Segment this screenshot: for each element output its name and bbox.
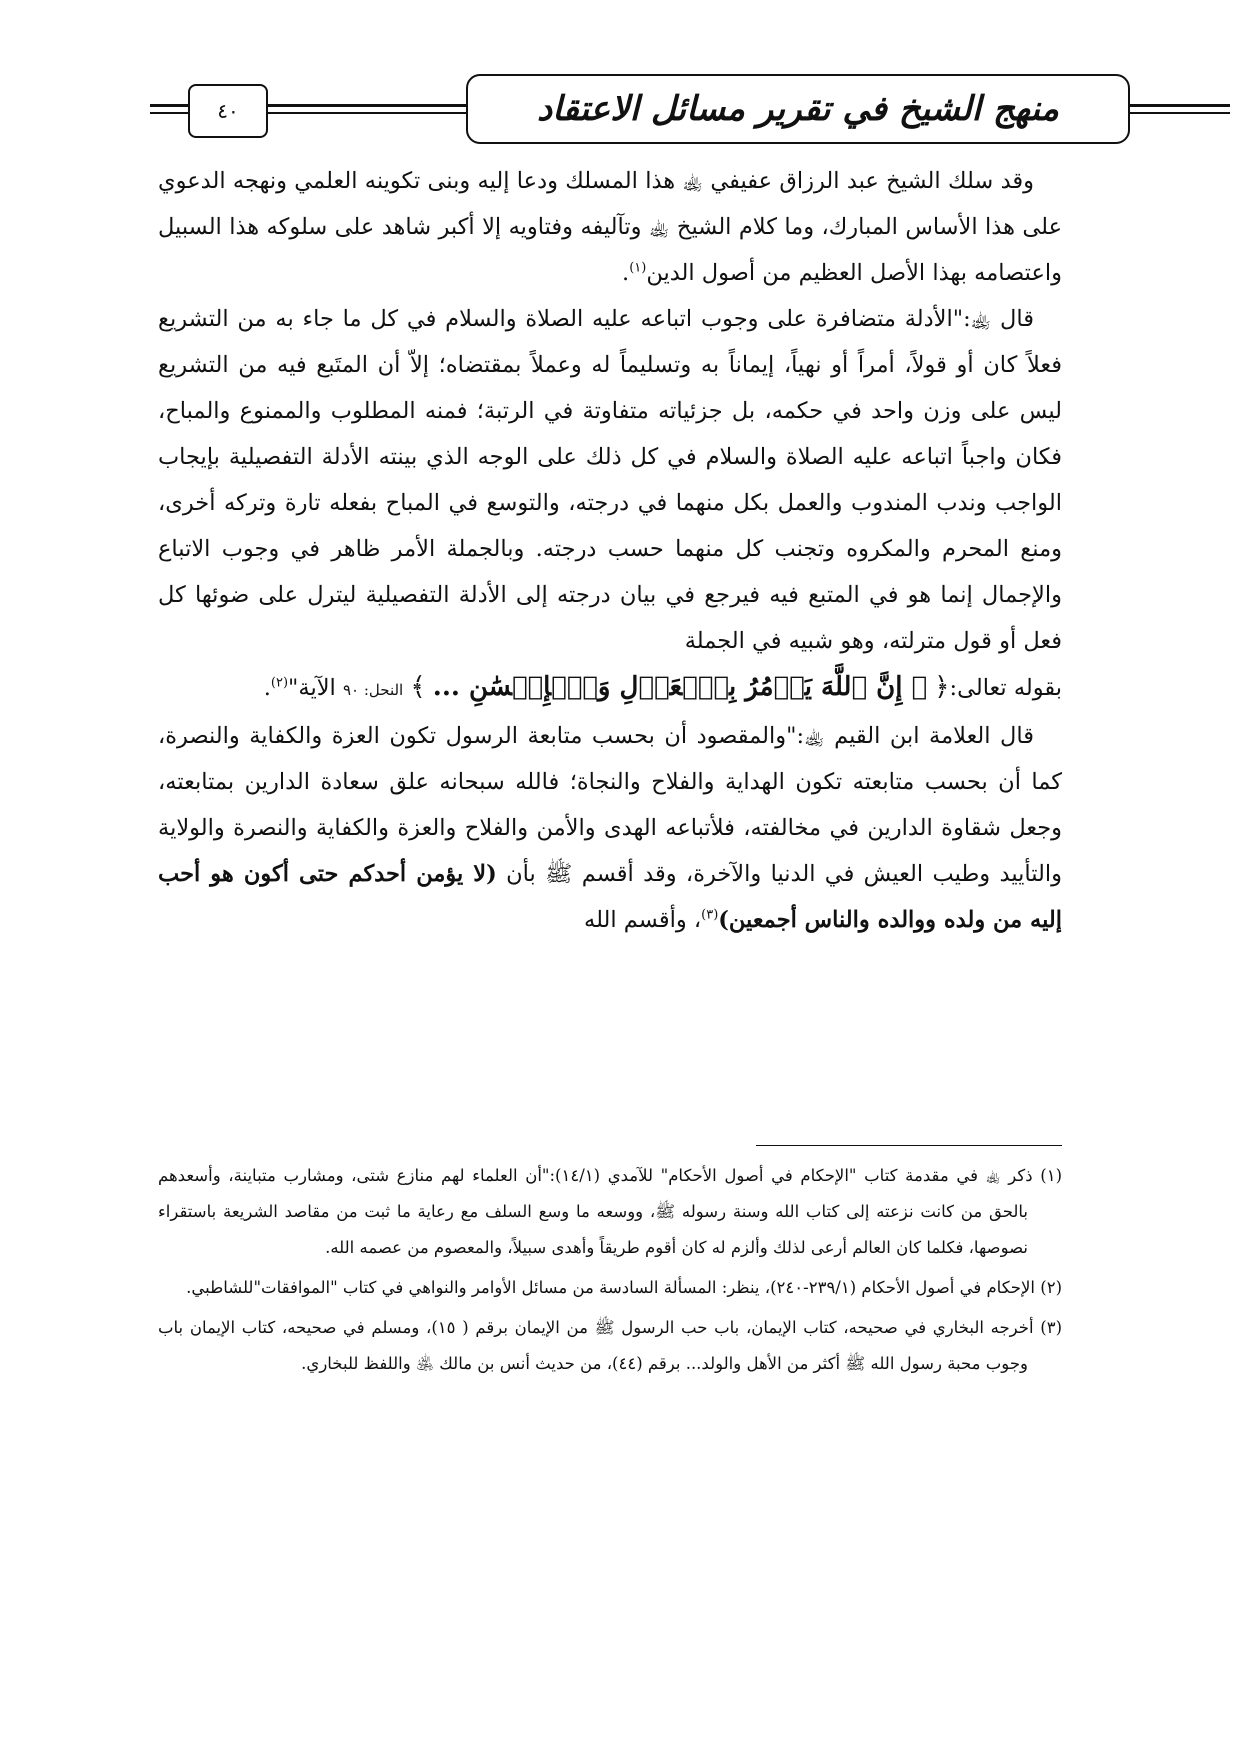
paragraph-1-end: . [622,260,630,286]
paragraph-3-end: . [263,675,271,701]
page-number-frame [188,84,268,138]
page-header [150,70,1230,150]
footnote-1: (١) ذكر ﵀ في مقدمة كتاب "الإحكام في أصول الأحكام" للآمدي (١٤/١):"أن العلماء لهم منازع شتى، ومشارب متباينة، وأسعدهم بالحق من كانت نزعته إلى كتاب الله وسنة رسوله ﷺ، ووسعه ما وسع السلف مع رعاية ما ثبت من مقاصد الشريعة باستقراء نصوصها، فكلما كان العالم أرعى لذلك وألزم له كان أقوم طريقاً وأهدى سبيلاً، والمعصوم من عصمه الله. [158,1166,1062,1257]
footnote-3: (٣) أخرجه البخاري في صحيحه، كتاب الإيمان، باب حب الرسول ﷺ من الإيمان برقم ( ١٥)، ومسلم في صحيحه، كتاب الإيمان باب وجوب محبة رسول الله ﷺ أكثر من الأهل والولد... برقم (٤٤)، من حديث أنس بن مالك ﵁ واللفظ للبخاري. [158,1318,1063,1373]
running-title: منهج الشيخ في تقرير مسائل الاعتقاد [536,89,1060,129]
verse-lead: بقوله تعالى: [949,675,1062,701]
page-number: ٤٠ [217,99,239,123]
footnote-ref-3: (٣) [701,907,719,923]
paragraph-3-tail: الآية" [288,675,343,701]
paragraph-3 [158,664,1062,713]
verse-open-bracket: ﴿ [934,672,950,702]
paragraph-2 [158,296,1062,664]
paragraph-2-text: قال ﵀:"الأدلة متضافرة على وجوب اتباعه عليه الصلاة والسلام في كل ما جاء به من التشريع فعلاً كان أو قولاً، أمراً أو نهياً، إيماناً به وتسليماً له وعملاً بمقتضاه؛ إلاّ أن المتَبع فيه من التشريع ليس على وزن واحد في حكمه، بل جزئياته متفاوتة في الرتبة؛ فمنه المطلوب والممنوع والمباح، فكان واجباً اتباعه عليه الصلاة والسلام في كل ذلك على الوجه الذي بينته الأدلة التفصيلية بإيجاب الواجب وندب المندوب والعمل بكل منهما في درجته، والتوسع في المباح بفعله تارة وتركه أخرى، ومنع المحرم والمكروه وتجنب كل منهما حسب درجته. وبالجملة الأمر ظاهر في وجوب الاتباع والإجمال إنما هو في المتبع فيه فيرجع في بيان درجته إلى الأدلة التفصيلية ليترل على ضوئها كل فعل أو قول مترلته، وهو شبيه في الجملة [158,306,1062,654]
footnote-ref-2: (٢) [270,675,289,691]
footnotes [158,1158,1062,1386]
paragraph-4 [158,713,1062,943]
hadith-quote: (لا يؤمن أحدكم حتى أكون هو أحب إليه من ولده ووالده والناس أجمعين) [158,861,1062,933]
paragraph-4-text: قال العلامة ابن القيم ﵀:"والمقصود أن بحسب متابعة الرسول تكون العزة والكفاية والنصرة، كما أن بحسب متابعته تكون الهداية والفلاح والنجاة؛ فالله سبحانه علق سعادة الدارين بمتابعته، وجعل شقاوة الدارين في مخالفته، فلأتباعه الهدى والأمن والفلاح والعزة والكفاية والنصرة والولاية والتأييد وطيب العيش في الدنيا والآخرة، وقد أقسم ﷺ بأن [158,723,1062,887]
quran-verse: ۞ إِنَّ ٱللَّهَ يَأۡمُرُ بِٱلۡعَدۡلِ وَٱلۡإِحۡسَٰنِ ... [432,672,928,702]
paragraph-1 [158,158,1062,296]
running-title-frame [466,74,1130,144]
main-text [158,158,1062,943]
footnote-ref-1: (١) [629,260,647,276]
footnote-2: (٢) الإحكام في أصول الأحكام (٢٣٩/١-٢٤٠)، ينظر: المسألة السادسة من مسائل الأوامر والنواهي في كتاب "الموافقات"للشاطبي. [186,1278,1062,1297]
surah-reference: النحل: ٩٠ [342,681,404,699]
footnote-divider [756,1145,1062,1146]
paragraph-4-tail: ، وأقسم الله [584,907,702,933]
paragraph-1-text: وقد سلك الشيخ عبد الرزاق عفيفي ﵀ هذا المسلك ودعا إليه وبنى تكوينه العلمي ونهجه الدعوي على هذا الأساس المبارك، وما كلام الشيخ ﵀ وتآليفه وفتاويه إلا أكبر شاهد على سلوكه هذا السبيل واعتصامه بهذا الأصل العظيم من أصول الدين [158,168,1062,286]
verse-close-bracket: ﴾ [410,672,426,702]
